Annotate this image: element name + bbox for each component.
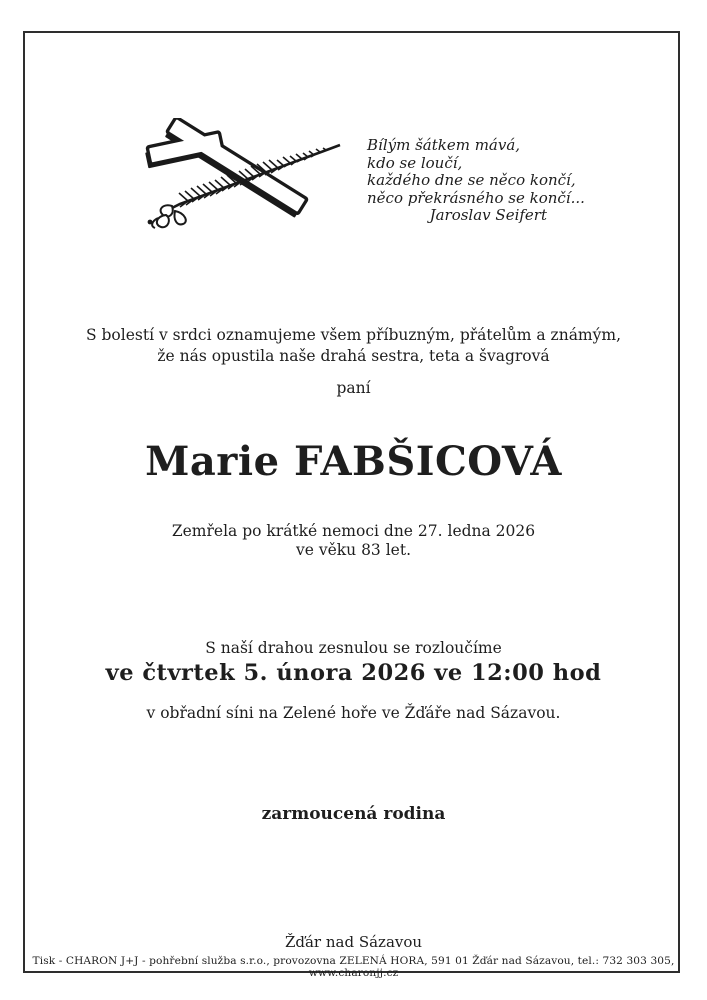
death-info-line-1: Zemřela po krátké nemoci dne 27. ledna 2026 xyxy=(171,522,536,540)
poem-block xyxy=(367,136,585,225)
farewell-datetime: ve čtvrtek 5. února 2026 ve 12:00 hod xyxy=(105,660,602,686)
salutation: paní xyxy=(336,379,371,397)
farewell-intro: S naší drahou zesnulou se rozloučíme xyxy=(205,639,502,657)
closing-family: zarmoucená rodina xyxy=(261,804,446,824)
death-info xyxy=(0,522,707,560)
death-info-line-2: ve věku 83 let. xyxy=(295,541,412,559)
poem-attribution: Jaroslav Seifert xyxy=(429,206,547,224)
announcement-line-1: S bolestí v srdci oznamujeme všem příbuzným, přátelům a známým, xyxy=(85,326,622,344)
cross-and-feather-icon xyxy=(142,118,354,236)
poem-line: každého dne se něco končí, xyxy=(367,171,576,189)
poem-line: kdo se loučí, xyxy=(367,153,463,172)
poem-line: něco překrásného se končí... xyxy=(367,188,585,207)
poem-line: Bílým šátkem mává, xyxy=(367,136,521,154)
announcement-line-2: že nás opustila naše drahá sestra, teta a švagrová xyxy=(157,347,550,365)
deceased-name: Marie FABŠICOVÁ xyxy=(145,438,562,485)
footer-print-line: Tisk - CHARON J+J - pohřební služba s.r.o., provozovna ZELENÁ HORA, 591 01 Žďár nad Sázavou, tel.: 732 303 305, www.charonjj.cz xyxy=(32,955,675,979)
footer-city: Žďár nad Sázavou xyxy=(284,933,423,951)
farewell-location: v obřadní síni na Zelené hoře ve Žďáře nad Sázavou. xyxy=(146,704,561,722)
ribbon-bow xyxy=(148,205,186,228)
